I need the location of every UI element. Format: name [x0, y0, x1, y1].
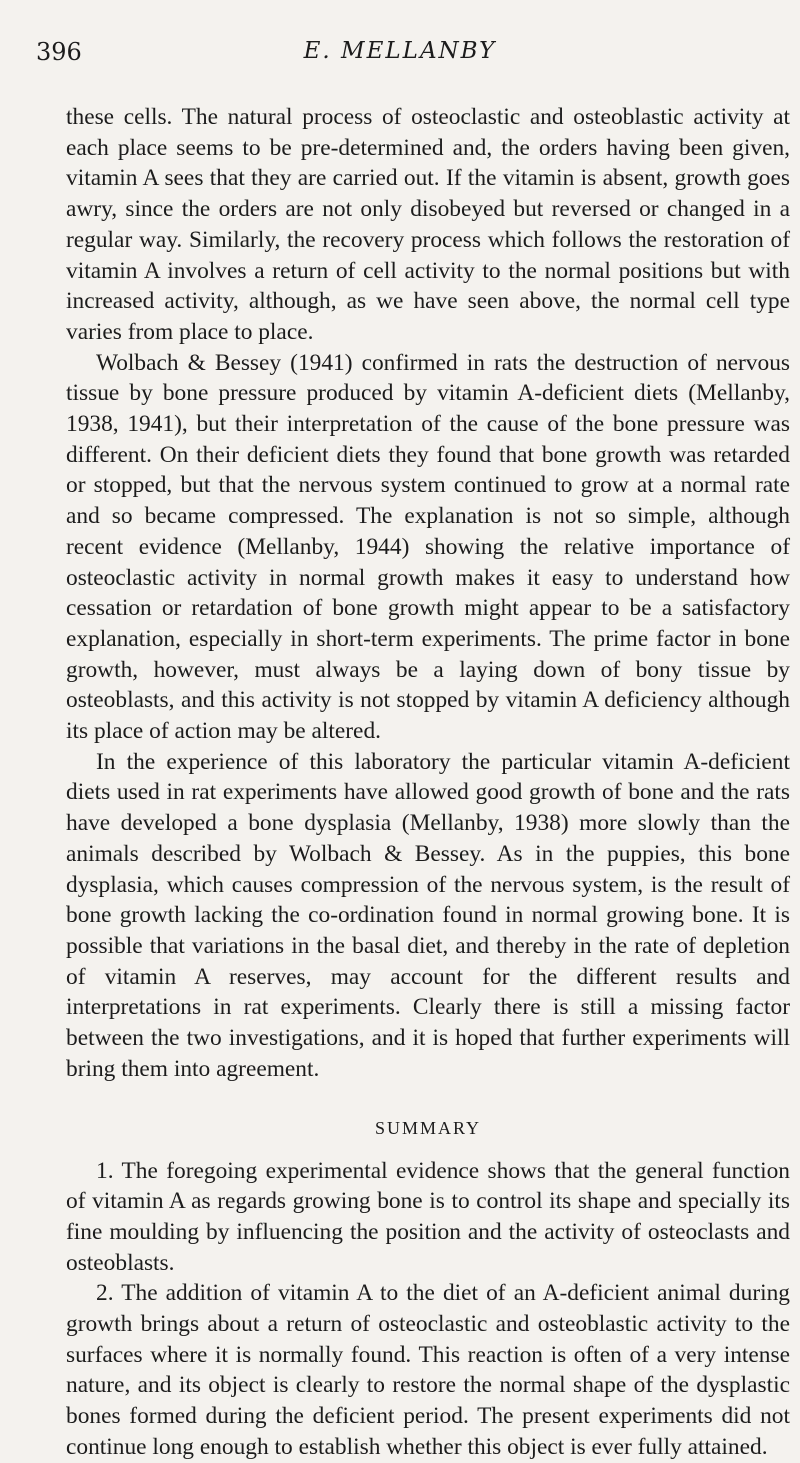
running-head: E. MELLANBY	[303, 38, 497, 64]
summary-item-1: 1. The foregoing experimental evidence shows that the general function of vitamin A as regards growing bone is to control its shape and specially its fine moulding by influencing the position and the activity of osteoclasts and osteoblasts.	[66, 1157, 790, 1276]
summary-heading: SUMMARY	[374, 1117, 482, 1138]
summary-item-2: 2. The addition of vitamin A to the diet of an A-deficient animal during growth brings about a return of osteoclastic and osteoblastic activity to the surfaces where it is normally found. This reaction is often of a very intense nature, and its object is clearly to restore the normal shape of the dysplastic bones formed during the deficient period. The present experiments did not continue long enough to establish whether this object is ever fully attained.	[66, 1280, 790, 1460]
page-body	[66, 102, 790, 1463]
paragraph-1: these cells. The natural process of osteoclastic and osteoblastic activity at each place seems to be pre-determined and, the orders having been given, vitamin A sees that they are carried out. If the vitamin is absent, growth goes awry, since the orders are not only disobeyed but reversed or changed in a regular way. Similarly, the recovery process which follows the restoration of vitamin A involves a return of cell activity to the normal positions but with increased activity, although, as we have seen above, the normal cell type varies from place to place.	[66, 104, 790, 345]
page-header	[0, 36, 800, 76]
paragraph-3: In the experience of this laboratory the particular vitamin A-deficient diets used in rat experiments have allowed good growth of bone and the rats have developed a bone dysplasia (Mellanby, 1938) more slowly than the animals described by Wolbach & Bessey. As in the puppies, this bone dysplasia, which causes compression of the nervous system, is the result of bone growth lacking the co-ordination found in normal growing bone. It is possible that variations in the basal diet, and thereby in the rate of depletion of vitamin A reserves, may account for the different results and interpretations in rat experiments. Clearly there is still a missing factor between the two investigations, and it is hoped that further experiments will bring them into agreement.	[66, 748, 790, 1082]
paragraph-2: Wolbach & Bessey (1941) confirmed in rats the destruction of nervous tissue by bone pressure produced by vitamin A-deficient diets (Mellanby, 1938, 1941), but their interpretation of the cause of the bone pressure was different. On their deficient diets they found that bone growth was retarded or stopped, but that the nervous system continued to grow at a normal rate and so became compressed. The explanation is not so simple, although recent evidence (Mellanby, 1944) showing the relative importance of osteoclastic activity in normal growth makes it easy to understand how cessation or retardation of bone growth might appear to be a satisfactory explanation, especially in short-term experiments. The prime factor in bone growth, however, must always be a laying down of bony tissue by osteoblasts, and this activity is not stopped by vitamin A deficiency although its place of action may be altered.	[66, 349, 790, 745]
page-number: 396	[36, 38, 82, 66]
